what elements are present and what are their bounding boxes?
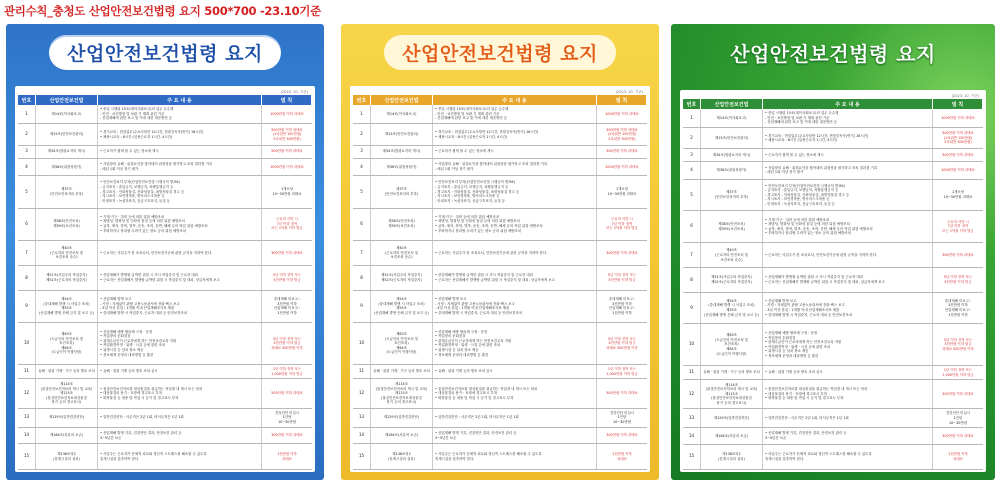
cell-content: • 사업주는 근로자가 신체적 피로와 정신적 스트레스를 해소할 수 있도록 휴게시설을 갖추어야 한다. [433,444,597,469]
cell-no: 9 [353,291,371,322]
cell-penalty: 300만원 이하 과태료 [942,253,974,257]
cell-content: • 종업 시행령 15조(대이사회보고)의 업무 등수행 - 안전 · 보건방침 및 보완 기 계획 관련 기준 - 산업재해에 관한 보고 및 이에 대한 대응방안 등 [98,105,262,123]
table-row [353,444,647,470]
cell-law: 제36조(위험성평가) [36,159,98,176]
table-row [353,209,647,241]
cell-no: 14 [353,428,371,444]
cell-law: 제14조(이사회보고) [371,105,433,123]
cell-penalty: 1천만원 이하 과태료 [277,452,297,461]
table-row [353,323,647,365]
cell-law: 제164조(서류의 보존) [36,428,98,444]
table-row [18,444,312,470]
cell-penalty: 건강진단 미실시 1인당 10~30만원 [274,410,299,425]
cell-law: 제34조(법령요지의 게시) [371,146,433,158]
cell-no: 13 [18,409,36,427]
poster-green [671,24,995,480]
cell-content: • 사업주는 근로자가 신체적 피로와 정신적 스트레스를 해소할 수 있도록 휴게시설을 갖추어야 한다. [98,444,262,469]
law-table [15,86,315,472]
cell-no: 9 [683,293,701,324]
cell-law: 제138조의2 (휴게시설의 설치) [371,444,433,469]
revision-note: (2023. 10. 기준) [951,94,979,98]
cell-content: • 종업 시행령 15조(대이사회보고)의 업무 등수행 - 안전 · 보건방침 및 보완 기 계획 관련 기준 - 산업재해에 관한 보고 및 이에 대한 대응방안 등 [763,109,933,127]
cell-penalty: 500만원 이하 과태료 [942,391,974,396]
cell-content: • 산업재해 예방 협의체 구성 · 운영 • 작업장의 순회점검 • 관계수급인이 근로자에게 하는 안전보건교육 지원 • 작업환경측정 · 위생 · 시설 등에 관한 조치 • 위생시설 등 설치 장소 제공 • 경보체계 운영과 대피방법 등 훈련 [433,323,597,364]
cell-law: 제15조(안전보건관리) [36,124,98,145]
cell-law: 제38조(안전조치) 제39조(보건조치) [371,209,433,240]
cell-no: 3 [18,146,36,158]
cell-law: 제37조 (안전보건표지의 부착) [36,176,98,207]
cell-law: 제114조 (물질안전보건자료의 게시 및 교육) 제115조 (물질안전보건자료대상물질 용기 등의 경고표시) [701,380,763,408]
cell-no: 2 [18,124,36,145]
table-row [18,124,312,146]
cell-penalty: 500만원 이하 과태료 [271,149,303,154]
cell-penalty: 1년 이하 징역 또는 1,000만원 이하 벌금 [271,367,303,376]
cell-law: 제14조(이사회보고) [701,109,763,127]
cell-law: 제54조 (중대재해 발생 시 사업주 조치) 제55조 (산업재해 발생 은폐 금지 및 보고 등) [36,291,98,322]
table-row [353,266,647,290]
cell-content: • 사업주는 근로자가 신체적 피로와 정신적 스트레스를 해소할 수 있도록 휴게시설을 갖추어야 한다. [763,445,933,469]
table-row [683,428,983,444]
table-row [683,324,983,366]
cell-content: • 물질안전보건자료를 대상물질을 취급하는 작업장 내 게시 또는 비치 • 대상물질의 용기 · 포장에 경고표시 부착 • 화학물질 등 내용 및 작업 시 등기 및 경고표시 부착 [433,379,597,408]
cell-penalty: 3년 이하 징역 또는 3천만원 이하 벌금 과태료 500만원 이하 [942,337,974,352]
cell-penalty: 중대재해 미보고 : 3천만원 이하 산업재해 미보고 : 1천만원 이하 [944,298,972,317]
table-row [18,428,312,445]
cell-content: • 사업장의 유해 · 위험요인을 찾아내어 위험성을 평가하고 조치 결과를 기록 - 매년 1회 이상 정기 평가 [433,159,597,176]
cell-no: 7 [683,243,701,267]
cell-law: 제34조(법령요지의 게시) [701,149,763,161]
cell-penalty: 1년 이하 징역 또는 1,000만원 이하 벌금 [606,367,638,376]
header-cell-penalty: 벌 칙 [597,95,647,105]
cell-no: 5 [353,176,371,207]
table-row [683,366,983,380]
poster-blue [6,24,324,480]
cell-content: • 산업재해 발생 기록, 건강진단 결과, 안전보건 관리 등 3~5년간 보존 [433,428,597,444]
table-row [683,380,983,409]
table-row [18,241,312,267]
table-row [683,211,983,243]
table-row [18,176,312,208]
cell-content: • 근로자는 사업주가 한 조치로서, 안전보건기준에 관한 규칙을 지켜야 한다. [433,241,597,266]
table-row [18,323,312,365]
cell-law: 제164조(서류의 보존) [701,428,763,443]
cell-penalty: 1000만원 이하 과태료 [941,168,975,172]
cell-content: • 근로자는 사업주가 한 조치로서, 안전보건기준에 관한 규칙을 지켜야 한다. [763,243,933,267]
cell-penalty: 1년 이하 징역 또는 1,000만원 이하 벌금 [942,368,974,377]
cell-no: 13 [683,409,701,427]
image-caption: 관리수칙_충청도 산업안전보건법령 요지 500*700 -23.10기준 [4,4,321,18]
cell-penalty: 1개소당 10~30만원 과태료 [943,190,973,199]
cell-penalty: 1000만원 이하 과태료 [270,111,304,116]
cell-law: 제40조 (근로자의 안전조치 및 보건조치 준수) [36,241,98,266]
cell-no: 8 [683,268,701,291]
cell-content: • 산업재해 발생 기록, 건강진단 결과, 안전보건 관리 등 3~5년간 보존 [763,428,933,443]
cell-penalty: 3년 이하 징역 또는 3천만원 이하 벌금 과태료 500만원 이하 [271,336,303,350]
header-cell-law: 산업안전보건법 [701,99,763,109]
cell-law: 제51조(사업주의 작업중지) 제52조(근로자의 작업중지) [371,266,433,289]
cell-penalty: 1개소당 10~30만원 과태료 [272,187,302,196]
cell-no: 14 [683,428,701,443]
table-row [683,109,983,128]
cell-no: 1 [353,105,371,123]
cell-law: 제38조(안전조치) 제39조(보건조치) [701,211,763,242]
cell-penalty: 5년 이하 징역 또는 5천만원 이하 벌금 [607,273,637,282]
law-table [680,90,986,472]
cell-content: • 산업재해가 발생할 급박한 위험 시 즉시 작업중지 및 근로자 대피 • 근로자는 산업재해가 발생할 급박한 위험 시 작업중지 및 대피, 상급자에게 보고 [98,266,262,289]
cell-law: 제54조 (중대재해 발생 시 사업주 조치) 제55조 (산업재해 발생 은폐 금지 및 보고 등) [701,293,763,324]
cell-penalty: 300만원 이하 과태료 [271,250,303,255]
header-cell-no: 번호 [353,95,371,105]
header-cell-penalty: 벌 칙 [933,99,983,109]
cell-content: • 산업재해 발생 보고 - 사망 : 지체없이 관할 고용노동관서에 전화·팩스 보고 - 3일 이상 휴업 : 1개월 이내 산업재해조사표 제출 • 중대재해 발생 시 작업중지, 근로자 대피 등 안전보건조치 [763,293,933,324]
poster-title: 산업안전보건법령 요지 [384,35,616,70]
cell-law: 제36조(위험성평가) [701,162,763,179]
cell-penalty: 1000만원 이하 과태료 [605,164,639,169]
cell-content: • 산업재해가 발생할 급박한 위험 시 즉시 작업중지 및 근로자 대피 • 근로자는 산업재해가 발생할 급박한 위험 시 작업중지 및 대피, 상급자에게 보고 [763,268,933,291]
header-cell-content: 주 요 내 용 [98,95,262,105]
cell-penalty: 1천만원 이하 과태료 [948,452,968,461]
cell-content: • 안전보건표지 부착(산업안전보건법 시행규칙 별표6) - 금지표지 : 출입금지, 보행금지, 차량통행금지 등 - 경고표지 : 인화성물질, 산화성물질, 폭발성물질 경고 등 - 지시표지 : 보안경착용, 방독마스크착용 등 - 안내표지 : 녹십자표지, 응급구호표지, 들것 등 [763,180,933,211]
cell-content: • 산업재해가 발생할 급박한 위험 시 즉시 작업중지 및 근로자 대피 • 근로자는 산업재해가 발생할 급박한 위험 시 작업중지 및 대피, 상급자에게 보고 [433,266,597,289]
table-row [683,162,983,180]
cell-penalty: 500만원 이하 과태료 (1차위반 150만원/ 2차위반 300만원) [271,127,303,141]
table-row [353,428,647,445]
table-row [683,268,983,292]
cell-penalty: 300만원 이하 과태료 [606,433,638,438]
cell-penalty: 1000만원 이하 과태료 [941,115,975,120]
cell-law: 유해 · 위험 기계 · 기구 등의 방호 조치 [701,366,763,379]
revision-note: (2023. 10. 기준) [280,90,308,94]
header-cell-content: 주 요 내 용 [763,99,933,109]
cell-content: • 물질안전보건자료를 대상물질을 취급하는 작업장 내 게시 또는 비치 • 대상물질의 용기 · 포장에 경고표시 부착 • 화학물질 등 내용 및 작업 시 등기 및 경고표시 부착 [763,380,933,408]
cell-penalty: 5년 이하 징역 또는 5천만원 이하 벌금 [943,275,973,284]
table-row [683,409,983,428]
table-row [18,209,312,241]
cell-no: 3 [683,149,701,161]
header-cell-content: 주 요 내 용 [433,95,597,105]
cell-content: • 기계·기구 · 설비 등에 의한 위험 예방조치 • 폭발성, 발화성 및 인화성 물질 등에 의한 위험 예방조치 • 굴착, 채석, 하역, 벌목, 운송, 조작, 운반, 해체 등의 작업 위험 예방조치 • 추락하거나 붕괴할 우려가 있는 장소 등의 위험 예방조치 [763,211,933,242]
header-cell-no: 번호 [18,95,36,105]
cell-no: 12 [18,379,36,408]
table-row [353,241,647,267]
cell-law: 제36조(위험성평가) [371,159,433,176]
cell-no: 11 [353,365,371,378]
cell-no: 14 [18,428,36,444]
cell-penalty: 건강진단 미실시 1인당 10~30만원 [609,410,634,425]
table-row [683,243,983,268]
cell-no: 11 [18,365,36,378]
cell-content: • 산업재해 발생 보고 - 사망 : 지체없이 관할 고용노동관서에 전화·팩스 보고 - 3일 이상 휴업 : 1개월 이내 산업재해조사표 제출 • 중대재해 발생 시 작업중지, 근로자 대피 등 안전보건조치 [98,291,262,322]
cell-penalty: 중대재해 미보고 : 3천만원 이하 산업재해 미보고 : 1천만원 이하 [608,296,636,315]
cell-content: • 유해 · 위험 기계 등의 방호 조치 실시 [433,365,597,378]
cell-no: 15 [353,444,371,469]
cell-content: • 기계·기구 · 설비 등에 의한 위험 예방조치 • 폭발성, 발화성 및 인화성 물질 등에 의한 위험 예방조치 • 굴착, 채석, 하역, 벌목, 운송, 조작, 운반, 해체 등의 작업 위험 예방조치 • 추락하거나 붕괴할 우려가 있는 장소 등의 위험 예방조치 [433,209,597,240]
cell-law: 제164조(서류의 보존) [371,428,433,444]
header-cell-no: 번호 [683,99,701,109]
table-row [18,365,312,379]
cell-no: 12 [683,380,701,408]
cell-content: • 유해 · 위험 기계 등의 방호 조치 실시 [763,366,933,379]
cell-no: 6 [683,211,701,242]
cell-no: 9 [18,291,36,322]
cell-law: 제37조 (안전보건표지의 부착) [371,176,433,207]
cell-penalty: 500만원 이하 과태료 (1차위반 150만원/ 2차위반 300만원) [606,127,638,141]
cell-penalty: 근로자 사망 시 7년 이하 징역 또는 1억원 이하 벌금 [271,217,303,231]
cell-content: • 산업재해 예방 협의체 구성 · 운영 • 작업장의 순회점검 • 관계수급인이 근로자에게 하는 안전보건교육 지원 • 작업환경측정 · 위생 · 시설 등에 관한 조치 • 위생시설 등 설치 장소 제공 • 경보체계 운영과 대피방법 등 훈련 [98,323,262,364]
table-row [353,291,647,323]
table-row [683,445,983,470]
cell-law: 유해 · 위험 기계 · 기구 등의 방호 조치 [36,365,98,378]
cell-law: 제63조 (도급인의 안전조치 및 보건조치) 제64조 (도급인이 이행사항) [36,323,98,364]
cell-law: 제114조 (물질안전보건자료의 게시 및 교육) 제115조 (물질안전보건자료대상물질 용기 등의 경고표시) [36,379,98,408]
cell-law: 제63조 (도급인의 안전조치 및 보건조치) 제64조 (도급인이 이행사항) [371,323,433,364]
cell-law: 제138조의2 (휴게시설의 설치) [701,445,763,469]
table-body [683,109,983,470]
header-cell-law: 산업안전보건법 [36,95,98,105]
cell-content: • 경기교육 : 현업업무(주요사항만 12시간, 현장감독자(반기) 16시간) • 채용시교육 : 8시간 (일용근로자 1시간, 4시간) [433,124,597,145]
cell-law: 제138조의2 (휴게시설의 설치) [36,444,98,469]
cell-content: • 사업장의 유해 · 위험요인을 찾아내어 위험성을 평가하고 조치 결과를 기록 - 매년 1회 이상 정기 평가 [763,162,933,179]
cell-law: 제51조(사업주의 작업중지) 제52조(근로자의 작업중지) [701,268,763,291]
cell-no: 8 [353,266,371,289]
table-row [18,105,312,124]
cell-no: 5 [683,180,701,211]
cell-law: 유해 · 위험 기계 · 기구 등의 방호 조치 [371,365,433,378]
cell-content: • 산업재해 발생 기록, 건강진단 결과, 안전보건 관리 등 3~5년간 보존 [98,428,262,444]
table-row [683,128,983,150]
cell-law: 제114조 (물질안전보건자료의 게시 및 교육) 제115조 (물질안전보건자료대상물질 용기 등의 경고표시) [371,379,433,408]
cell-penalty: 300만원 이하 과태료 [271,433,303,438]
table-row [353,409,647,428]
cell-no: 15 [18,444,36,469]
cell-law: 제54조 (중대재해 발생 시 사업주 조치) 제55조 (산업재해 발생 은폐 금지 및 보고 등) [371,291,433,322]
poster-yellow [341,24,659,480]
cell-no: 10 [18,323,36,364]
cell-law: 제63조 (도급인의 안전조치 및 보건조치) 제64조 (도급인이 이행사항) [701,324,763,365]
cell-penalty: 500만원 이하 과태료 (1차위반 150만원/ 2차위반 300만원) [942,131,974,145]
table-row [18,266,312,290]
cell-no: 2 [683,128,701,149]
table-header [683,99,983,109]
cell-content: • 물질안전보건자료를 대상물질을 취급하는 작업장 내 게시 또는 비치 • 대상물질의 용기 · 포장에 경고표시 부착 • 화학물질 등 내용 및 작업 시 등기 및 경고표시 부착 [98,379,262,408]
cell-no: 4 [353,159,371,176]
cell-no: 7 [353,241,371,266]
table-row [353,124,647,146]
table-body [18,105,312,470]
cell-no: 10 [683,324,701,365]
cell-penalty: 300만원 이하 과태료 [942,433,974,438]
cell-content: • 기계·기구 · 설비 등에 의한 위험 예방조치 • 폭발성, 발화성 및 인화성 물질 등에 의한 위험 예방조치 • 굴착, 채석, 하역, 벌목, 운송, 조작, 운반, 해체 등의 작업 위험 예방조치 • 추락하거나 붕괴할 우려가 있는 장소 등의 위험 예방조치 [98,209,262,240]
cell-content: • 근로자가 쉽게 볼 수 있는 장소에 게시 [433,146,597,158]
cell-law: 제34조(법령요지의 게시) [36,146,98,158]
cell-no: 6 [353,209,371,240]
cell-penalty: 3년 이하 징역 또는 3천만원 이하 벌금 과태료 500만원 이하 [606,336,638,350]
table-row [18,291,312,323]
cell-no: 2 [353,124,371,145]
cell-content: • 일반건강진단 : 사무직은 2년 1회, 비사무직은 1년 1회 [763,409,933,427]
cell-no: 3 [353,146,371,158]
cell-no: 8 [18,266,36,289]
cell-penalty: 중대재해 미보고 : 3천만원 이하 산업재해 미보고 : 1천만원 이하 [273,296,301,315]
table-header [18,95,312,105]
table-row [353,379,647,409]
cell-penalty: 5년 이하 징역 또는 5천만원 이하 벌금 [272,273,302,282]
cell-penalty: 500만원 이하 과태료 [271,391,303,396]
cell-penalty: 1000만원 이하 과태료 [270,164,304,169]
cell-content: • 근로자가 쉽게 볼 수 있는 장소에 게시 [763,149,933,161]
cell-no: 13 [353,409,371,427]
revision-note: (2023. 10. 기준) [615,90,643,94]
cell-law: 제129조(일반건강진단) [371,409,433,427]
cell-no: 1 [683,109,701,127]
table-row [18,146,312,159]
header-cell-penalty: 벌 칙 [262,95,312,105]
cell-penalty: 1개소당 10~30만원 과태료 [607,187,637,196]
table-row [683,293,983,325]
cell-no: 4 [18,159,36,176]
cell-penalty: 1천만원 이하 과태료 [612,452,632,461]
cell-penalty: 근로자 사망 시 7년 이하 징역 또는 1억원 이하 벌금 [606,217,638,231]
table-row [353,146,647,159]
cell-no: 5 [18,176,36,207]
cell-content: • 유해 · 위험 기계 등의 방호 조치 실시 [98,365,262,378]
cell-content: • 일반건강진단 : 사무직은 2년 1회, 비사무직은 1년 1회 [98,409,262,427]
cell-content: • 근로자가 쉽게 볼 수 있는 장소에 게시 [98,146,262,158]
cell-law: 제38조(안전조치) 제39조(보건조치) [36,209,98,240]
cell-no: 6 [18,209,36,240]
table-row [18,379,312,409]
cell-content: • 경기교육 : 현업업무(주요사항만 12시간, 현장감독자(반기) 16시간) • 채용시교육 : 8시간 (일용근로자 1시간, 4시간) [98,124,262,145]
cell-law: 제129조(일반건강진단) [36,409,98,427]
cell-law: 제40조 (근로자의 안전조치 및 보건조치 준수) [371,241,433,266]
table-body [353,105,647,470]
cell-no: 4 [683,162,701,179]
cell-no: 7 [18,241,36,266]
cell-law: 제15조(안전보건관리) [701,128,763,149]
cell-penalty: 근로자 사망 시 7년 이하 징역 또는 1억원 이하 벌금 [942,219,974,234]
cell-no: 10 [353,323,371,364]
header-cell-law: 산업안전보건법 [371,95,433,105]
cell-law: 제51조(사업주의 작업중지) 제52조(근로자의 작업중지) [36,266,98,289]
poster-title: 산업안전보건법령 요지 [49,35,281,70]
cell-law: 제15조(안전보건관리) [371,124,433,145]
cell-content: • 경기교육 : 현업업무(주요사항만 12시간, 현장감독자(반기) 16시간) • 채용시교육 : 8시간 (일용근로자 1시간, 4시간) [763,128,933,149]
cell-penalty: 500만원 이하 과태료 [942,152,974,157]
cell-penalty: 500만원 이하 과태료 [606,391,638,396]
table-row [18,409,312,428]
cell-law: 제40조 (근로자의 안전조치 및 보건조치 준수) [701,243,763,267]
cell-content: • 안전보건표지 부착(산업안전보건법 시행규칙 별표6) - 금지표지 : 출입금지, 보행금지, 차량통행금지 등 - 경고표지 : 인화성물질, 산화성물질, 폭발성물질 경고 등 - 지시표지 : 보안경착용, 방독마스크착용 등 - 안내표지 : 녹십자표지, 응급구호표지, 들것 등 [98,176,262,207]
cell-no: 11 [683,366,701,379]
cell-penalty: 건강진단 미실시 1인당 10~30만원 [945,411,970,425]
cell-content: • 안전보건표지 부착(산업안전보건법 시행규칙 별표6) - 금지표지 : 출입금지, 보행금지, 차량통행금지 등 - 경고표지 : 인화성물질, 산화성물질, 폭발성물질 경고 등 - 지시표지 : 보안경착용, 방독마스크착용 등 - 안내표지 : 녹십자표지, 응급구호표지, 들것 등 [433,176,597,207]
table-row [683,149,983,162]
cell-penalty: 500만원 이하 과태료 [606,149,638,154]
table-row [353,159,647,177]
cell-law: 제14조(이사회보고) [36,105,98,123]
cell-no: 12 [353,379,371,408]
cell-penalty: 1000만원 이하 과태료 [605,111,639,116]
cell-content: • 사업장의 유해 · 위험요인을 찾아내어 위험성을 평가하고 조치 결과를 기록 - 매년 1회 이상 정기 평가 [98,159,262,176]
poster-title: 산업안전보건법령 요지 [730,41,936,66]
cell-law: 제129조(일반건강진단) [701,409,763,427]
cell-no: 15 [683,445,701,469]
table-row [18,159,312,177]
table-header [353,95,647,105]
cell-content: • 일반건강진단 : 사무직은 2년 1회, 비사무직은 1년 1회 [433,409,597,427]
cell-no: 1 [18,105,36,123]
law-table [350,86,650,472]
cell-penalty: 300만원 이하 과태료 [606,250,638,255]
table-row [353,365,647,379]
cell-content: • 종업 시행령 15조(대이사회보고)의 업무 등수행 - 안전 · 보건방침 및 보완 기 계획 관련 기준 - 산업재해에 관한 보고 및 이에 대한 대응방안 등 [433,105,597,123]
table-row [683,180,983,212]
cell-content: • 산업재해 발생 보고 - 사망 : 지체없이 관할 고용노동관서에 전화·팩스 보고 - 3일 이상 휴업 : 1개월 이내 산업재해조사표 제출 • 중대재해 발생 시 작업중지, 근로자 대피 등 안전보건조치 [433,291,597,322]
cell-content: • 근로자는 사업주가 한 조치로서, 안전보건기준에 관한 규칙을 지켜야 한다. [98,241,262,266]
table-row [353,105,647,124]
cell-content: • 산업재해 예방 협의체 구성 · 운영 • 작업장의 순회점검 • 관계수급인이 근로자에게 하는 안전보건교육 지원 • 작업환경측정 · 위생 · 시설 등에 관한 조치 • 위생시설 등 설치 장소 제공 • 경보체계 운영과 대피방법 등 훈련 [763,324,933,365]
table-row [353,176,647,208]
cell-law: 제37조 (안전보건표지의 부착) [701,180,763,211]
